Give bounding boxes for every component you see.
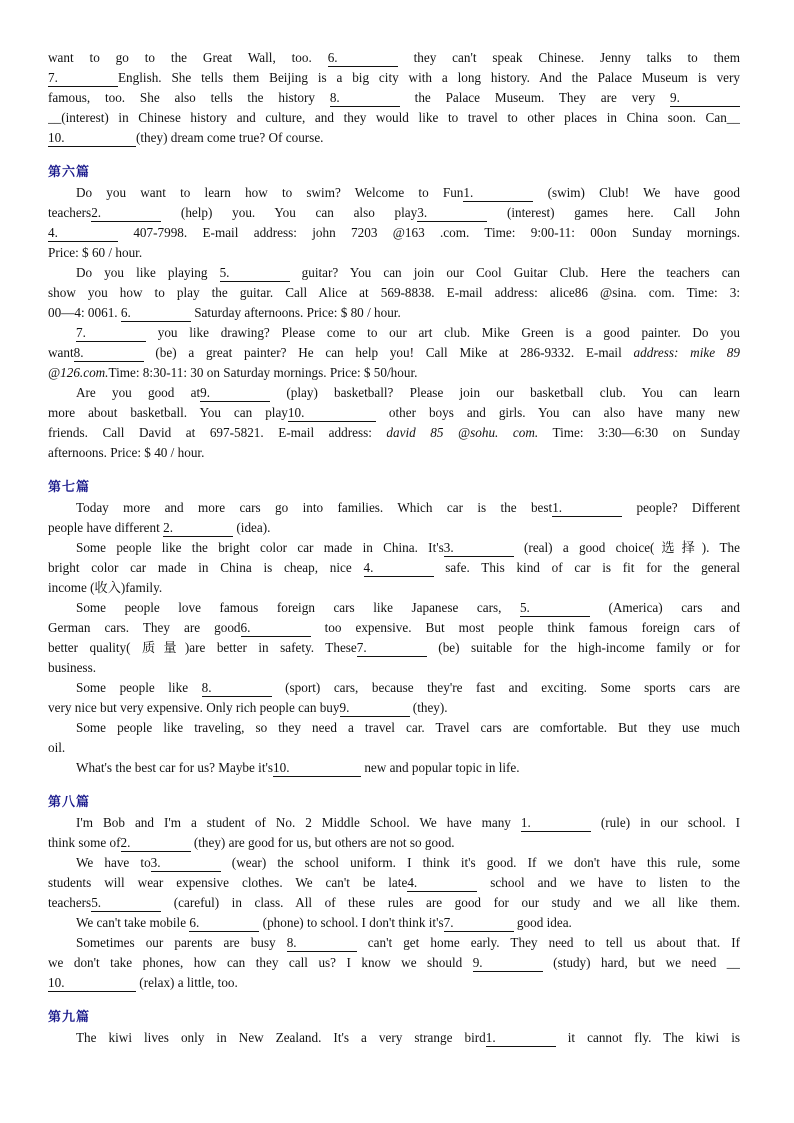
passage-text: good idea. (513, 915, 572, 930)
answer-blank-10[interactable]: 10. (48, 130, 136, 147)
passage-text: too expensive. But most people think famous foreign cars of (310, 620, 740, 635)
p7-line-2 (48, 518, 740, 538)
passage-text: Some people like the bright color car made in China. It's (76, 540, 444, 555)
passage-text: Time: 8:30-11: 30 on Saturday mornings. Price: $ 50/hour. (108, 365, 418, 380)
p6-line-14 (48, 443, 740, 463)
answer-blank-2[interactable]: 2. (163, 520, 233, 537)
passage-text: business. (48, 660, 96, 675)
passage-8 (48, 793, 740, 993)
p5-line-3 (48, 88, 740, 108)
answer-blank-6[interactable]: 6. (241, 620, 311, 637)
p7-line-8 (48, 638, 740, 658)
passage-text: German cars. They are good (48, 620, 241, 635)
passage-text: teachers (48, 895, 92, 910)
p7-line-1 (48, 498, 740, 518)
passage-text: the Palace Museum. They are very (399, 90, 670, 105)
passage-9-heading: 第九篇 (48, 1010, 91, 1025)
answer-blank-7[interactable]: 7. (357, 640, 427, 657)
italic-text: @126.com. (48, 365, 109, 380)
passage-text: show you how to play the guitar. Call Alice at 569-8838. E-mail address: alice86 @sina. com. Time: 3: (48, 285, 740, 300)
passage-text: people? Different (622, 500, 740, 515)
passage-text: (sport) cars, because they're fast and exciting. Some sports cars are (271, 680, 740, 695)
italic-text: david 85 @sohu. com. (386, 425, 539, 440)
passage-text: want (48, 345, 74, 360)
passage-text: oil. (48, 740, 66, 755)
answer-blank-8[interactable]: 8. (330, 90, 400, 107)
p6-line-12 (48, 403, 740, 423)
passage-text: Time: 3:30—6:30 on Sunday (538, 425, 740, 440)
p7-line-9 (48, 658, 740, 678)
passage-text: (they) are good for us, but others are not so good. (190, 835, 455, 850)
answer-blank-2[interactable]: 2. (91, 205, 161, 222)
p7-line-11 (48, 698, 740, 718)
passage-text: (be) a great painter? He can help you! Call Mike at 286-9332. E-mail (143, 345, 634, 360)
p6-line-4 (48, 243, 740, 263)
p8-line-3 (48, 853, 740, 873)
passage-text: bright color car made in China is cheap, nice (48, 560, 364, 575)
passage-text: friends. Call David at 697-5821. E-mail address: (48, 425, 387, 440)
passage-text: (swim) Club! We have good (533, 185, 740, 200)
passage-text: (they) dream come true? Of course. (136, 130, 324, 145)
passage-text: (real) a good choice(选择). The (513, 540, 740, 555)
passage-text: I'm Bob and I'm a student of No. 2 Middle School. We have many (76, 815, 521, 830)
answer-blank-5[interactable]: 5. (520, 600, 590, 617)
p8-line-1 (48, 813, 740, 833)
passage-text: We have to (76, 855, 151, 870)
p7-line-14 (48, 758, 740, 778)
p6-line-11 (48, 383, 740, 403)
answer-blank-10[interactable]: 10. (273, 760, 361, 777)
p7-line-6 (48, 598, 740, 618)
answer-blank-7[interactable]: 7. (48, 70, 118, 87)
passage-text: other boys and girls. You can also have many new (375, 405, 740, 420)
answer-blank-9[interactable]: 9. (200, 385, 270, 402)
passage-text: (be) suitable for the high-income family or for (426, 640, 740, 655)
answer-blank-2[interactable]: 2. (121, 835, 191, 852)
answer-blank-4[interactable]: 4. (407, 875, 477, 892)
passage-text: (careful) in class. All of these rules are good for our study and we all like them. (161, 895, 740, 910)
p8-line-6 (48, 913, 740, 933)
answer-blank-1[interactable]: 1. (486, 1030, 556, 1047)
p7-line-13 (48, 738, 740, 758)
passage-7 (48, 478, 740, 778)
answer-blank-1[interactable]: 1. (552, 500, 622, 517)
passage-text: (study) hard, but we need __ (542, 955, 740, 970)
passage-text: Some people like (76, 680, 202, 695)
passage-text: Sometimes our parents are busy (76, 935, 287, 950)
passage-text: they can't speak Chinese. Jenny talks to them (397, 50, 740, 65)
p8-line-5 (48, 893, 740, 913)
p7-line-10 (48, 678, 740, 698)
p6-line-1 (48, 183, 740, 203)
passage-text: (idea). (233, 520, 271, 535)
passage-text: Are you good at (76, 385, 201, 400)
passage-text: Some people like traveling, so they need a travel car. Travel cars are comfortable. But they use much (76, 720, 740, 735)
passage-text: (rule) in our school. I (590, 815, 740, 830)
answer-blank-1[interactable]: 1. (463, 185, 533, 202)
answer-blank-5[interactable]: 5. (220, 265, 290, 282)
p7-line-7 (48, 618, 740, 638)
answer-blank-9[interactable]: 9. (340, 700, 410, 717)
p8-line-8 (48, 953, 740, 973)
p7-line-4 (48, 558, 740, 578)
p9-line-1 (48, 1028, 740, 1048)
p8-line-7 (48, 933, 740, 953)
passage-text: (help) you. You can also play (161, 205, 418, 220)
passage-text: Price: $ 60 / hour. (48, 245, 143, 260)
passage-6-heading: 第六篇 (48, 165, 91, 180)
passage-text: we don't take phones, how can they call us? I know we should (48, 955, 473, 970)
answer-blank-9[interactable]: 9. (473, 955, 543, 972)
passage-text: think some of (48, 835, 121, 850)
answer-blank-7[interactable]: 7. (76, 325, 146, 342)
passage-8-heading: 第八篇 (48, 795, 91, 810)
passage-text: teachers (48, 205, 92, 220)
answer-blank-5[interactable]: 5. (91, 895, 161, 912)
answer-blank-6[interactable]: 6. (121, 305, 191, 322)
passage-text: can't get home early. They need to tell us about that. If (356, 935, 740, 950)
p6-line-7 (48, 303, 740, 323)
answer-blank-8[interactable]: 8. (74, 345, 144, 362)
passage-text: very nice but very expensive. Only rich people can buy (48, 700, 340, 715)
p6-line-5 (48, 263, 740, 283)
passage-text: Today more and more cars go into families. Which car is the best (76, 500, 553, 515)
answer-blank-8[interactable]: 8. (202, 680, 272, 697)
passage-text: afternoons. Price: $ 40 / hour. (48, 445, 205, 460)
p6-line-2 (48, 203, 740, 223)
p7-line-12 (48, 718, 740, 738)
passage-9 (48, 1008, 740, 1048)
passage-text: (relax) a little, too. (136, 975, 238, 990)
answer-blank-10[interactable]: 10. (48, 975, 136, 992)
p5-line-1 (48, 48, 740, 68)
passage-text: __(interest) in Chinese history and culture, and they would like to travel to other places in China soon. Can__ (48, 110, 740, 125)
passage-text: Do you like playing (76, 265, 220, 280)
passage-text: English. She tells them Beijing is a big city with a long history. And the Palace Museum is very (118, 70, 740, 85)
passage-text: We can't take mobile (76, 915, 190, 930)
answer-blank-3[interactable]: 3. (417, 205, 487, 222)
p6-line-10 (48, 363, 740, 383)
italic-text: address: mike 89 (633, 345, 740, 360)
p6-line-13 (48, 423, 740, 443)
passage-text: you like drawing? Please come to our art club. Mike Green is a good painter. Do you (146, 325, 740, 340)
answer-blank-7[interactable]: 7. (444, 915, 514, 932)
p5-line-2 (48, 68, 740, 88)
answer-blank-6[interactable]: 6. (189, 915, 259, 932)
answer-blank-9[interactable]: 9. (670, 90, 740, 107)
passage-text: better quality( 质量)are better in safety. These (48, 640, 357, 655)
p5-line-5 (48, 128, 740, 148)
answer-blank-4[interactable]: 4. (364, 560, 434, 577)
p8-line-4 (48, 873, 740, 893)
worksheet-page (48, 0, 740, 1048)
answer-blank-8[interactable]: 8. (287, 935, 357, 952)
passage-text: students will wear expensive clothes. We can't be late (48, 875, 408, 890)
p6-line-8 (48, 323, 740, 343)
p6-line-6 (48, 283, 740, 303)
passage-text: (phone) to school. I don't think it's (259, 915, 444, 930)
passage-text: it cannot fly. The kiwi is (555, 1030, 740, 1045)
passage-6 (48, 163, 740, 463)
passage-text: people have different (48, 520, 164, 535)
passage-text: (they). (409, 700, 448, 715)
passage-text: 407-7998. E-mail address: john 7203 @163 .com. Time: 9:00-11: 00on Sunday mornings. (118, 225, 740, 240)
p5-line-4 (48, 108, 740, 128)
passage-text: (interest) games here. Call John (487, 205, 740, 220)
p8-line-2 (48, 833, 740, 853)
passage-text: (play) basketball? Please join our basketball club. You can learn (270, 385, 740, 400)
passage-text: school and we have to listen to the (477, 875, 740, 890)
p6-line-9 (48, 343, 740, 363)
p7-line-3 (48, 538, 740, 558)
passage-text: (wear) the school uniform. I think it's good. If we don't have this rule, some (220, 855, 740, 870)
passage-5-continued (48, 48, 740, 148)
passage-text: want to go to the Great Wall, too. (48, 50, 328, 65)
passage-text: safe. This kind of car is fit for the general (433, 560, 740, 575)
p7-line-5 (48, 578, 740, 598)
passage-text: income (收入)family. (48, 580, 163, 595)
answer-blank-3[interactable]: 3. (444, 540, 514, 557)
answer-blank-6[interactable]: 6. (328, 50, 398, 67)
passage-text: The kiwi lives only in New Zealand. It's a very strange bird (76, 1030, 486, 1045)
passage-text: famous, too. She also tells the history (48, 90, 330, 105)
answer-blank-4[interactable]: 4. (48, 225, 118, 242)
passage-text: What's the best car for us? Maybe it's (76, 760, 274, 775)
passage-text: Some people love famous foreign cars like Japanese cars, (76, 600, 520, 615)
passage-text: (America) cars and (589, 600, 740, 615)
passage-text: Saturday afternoons. Price: $ 80 / hour. (190, 305, 401, 320)
passage-text: 00—4: 0061. (48, 305, 121, 320)
answer-blank-1[interactable]: 1. (521, 815, 591, 832)
passage-text: Do you want to learn how to swim? Welcome to Fun (76, 185, 464, 200)
p8-line-9 (48, 973, 740, 993)
p6-line-3 (48, 223, 740, 243)
answer-blank-10[interactable]: 10. (288, 405, 376, 422)
passage-text: more about basketball. You can play (48, 405, 288, 420)
passage-7-heading: 第七篇 (48, 480, 91, 495)
passage-text: new and popular topic in life. (361, 760, 520, 775)
answer-blank-3[interactable]: 3. (151, 855, 221, 872)
passage-text: guitar? You can join our Cool Guitar Club. Here the teachers can (289, 265, 740, 280)
